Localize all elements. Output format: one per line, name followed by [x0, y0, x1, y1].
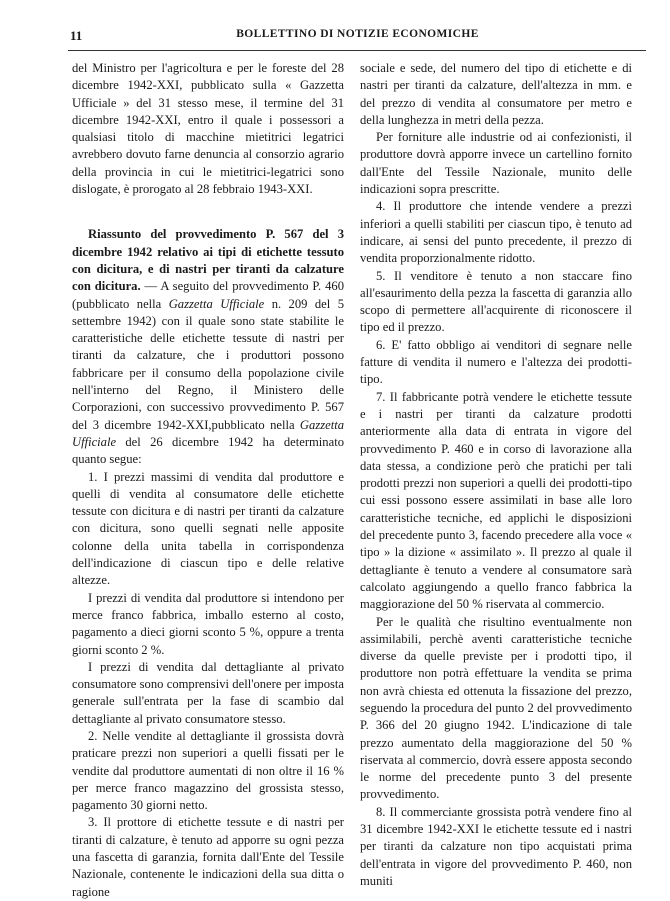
- page-number: 11: [70, 28, 83, 43]
- header-rule: [68, 50, 646, 51]
- paragraph: 8. Il commerciante grossista potrà vendere fino al 31 dicembre 1942-XXI le etichette tessute ed i nastri per tiranti da calzature non tipo acquistati prima dell'entrata in vigore del provvedimento P. 460, non muniti: [360, 804, 632, 888]
- section-gap: [72, 198, 344, 226]
- paragraph: I prezzi di vendita dal dettagliante al privato consumatore sono comprensivi dell'onere per imposta generale sull'entrata per la fase di scambio dal dettagliante al privato consumatore stesso.: [72, 659, 344, 726]
- paragraph: sociale e sede, del numero del tipo di etichette e di nastri per tiranti da calzature, dell'altezza in mm. e del prezzo di vendita al consumatore per metro e della lunghezza in metri della pezza.: [360, 61, 632, 127]
- left-column: [72, 60, 344, 901]
- paragraph: Per forniture alle industrie od ai confezionisti, il produttore dovrà apporre invece un cartellino fornito dall'Ente del Tessile Nazionale, munito delle indicazioni sopra prescritte.: [360, 130, 632, 197]
- right-column: [360, 60, 632, 890]
- text-run: del 26 dicembre 1942 ha determinato quanto segue:: [72, 434, 344, 467]
- text-run: — A seguito del provvedimento P. 460 (pubblicato nella: [72, 279, 344, 311]
- paragraph: 7. Il fabbricante potrà vendere le etichette tessute e i nastri per tiranti da calzature prodotti anteriormente alla data di entrata in vigore del provvedimento P. 460 e in corso di lavorazione alla data stessa, a condizione però che pratichi per tali prodotti prezzi non superiori a quelli dei prodotti-tipo cui essi possono essere assimilati in base alle loro caratteristiche tecniche, ed applichi le disposizioni del precedente punto 3, facendo precedere alla voce « tipo » la dizione « assimilato ». Il prezzo al quale il dettagliante è tenuto a vendere al consumatore sarà calcolato aggiungendo a quello franco fabbrica la maggiorazione del 50 % riservata al commercio.: [360, 389, 632, 612]
- gazzetta-reference: Gazzetta Ufficiale: [72, 417, 344, 449]
- paragraph: 5. Il venditore è tenuto a non staccare fino all'esaurimento della pezza la fascetta di garanzia allo scopo di permettere all'acquirente di riconoscere il tipo ed il prezzo.: [360, 268, 632, 335]
- gazzetta-reference: Gazzetta Ufficiale: [168, 296, 265, 311]
- paragraph: 4. Il produttore che intende vendere a prezzi inferiori a quelli stabiliti per ciascun tipo, è tenuto ad indicare, ai sensi del punto precedente, il prezzo di vendita proporzionalmente ridotto.: [360, 199, 632, 266]
- paragraph: I prezzi di vendita dal produttore si intendono per merce franco fabbrica, imballo esterno al costo, pagamento a dieci giorni sconto 5 %, oppure a trenta giorni sconto 2 %.: [72, 590, 344, 657]
- paragraph: 3. Il prottore di etichette tessute e di nastri per tiranti di calzature, è tenuto ad apporre su ogni pezza una fascetta di garanzia, fornita dall'Ente del Tessile Nazionale, contenente le indicazioni della sua ditta o ragione: [72, 815, 344, 899]
- text-run: n. 209 del 5 settembre 1942) con il quale sono state stabilite le caratteristiche delle etichette tessute di nastri per tiranti da calzature, che i produttori possono fabbricare per il consumo della popolazione civile nell'interno del Regno, il Ministero delle Corporazioni, con successivo provvedimento P. 567 del 3 dicembre 1942-XXI,pubblicato nella: [72, 296, 344, 432]
- paragraph: 2. Nelle vendite al dettagliante il grossista dovrà praticare prezzi non superiori a quelli fissati per le vendite dal produttore aumentati di non oltre il 16 % per merce franco magazzino del grossista stesso, pagamento 30 giorni netto.: [72, 728, 344, 813]
- article-heading: Riassunto del provvedimento P. 567 del 3 dicembre 1942 relativo ai tipi di etichette tessuto con dicitura, e di nastri per tiranti da calzature con dicitura.: [72, 227, 344, 294]
- page-header: [70, 28, 645, 48]
- paragraph: del Ministro per l'agricoltura e per le foreste del 28 dicembre 1942-XXI, pubblicato sulla « Gazzetta Ufficiale » del 31 stesso mese, il termine del 31 dicembre 1942-XXI, entro il quale i possessori a qualsiasi titolo di macchine mietitrici legatrici avrebbero dovuto farne denuncia al consorzio agrario della provincia in cui le mietitrici-legatrici sono dislogate, è prorogato al 28 febbraio 1943-XXI.: [72, 61, 344, 197]
- paragraph: 1. I prezzi massimi di vendita dal produttore e quelli di vendita al consumatore delle etichette tessute con dicitura e di nastri per tiranti da calzature con dicitura, sono quelli segnati nelle apposite colonne della unita tabella in corrispondenza dell'indicazione di ciascun tipo e delle relative altezze.: [72, 469, 344, 588]
- running-title: BOLLETTINO DI NOTIZIE ECONOMICHE: [236, 28, 479, 40]
- article-intro: [72, 226, 344, 468]
- paragraph: Per le qualità che risultino eventualmente non assimilabili, perchè aventi caratteristiche tecniche diverse da quelle previste per i prodotti tipo, il produttore non potrà effettuare la vendita se prima non avrà chiesta ed ottenuta la fissazione del prezzo, seguendo la procedura del punto 2 del provvedimento P. 366 del 20 giugno 1942. L'indicazione di tale prezzo aumentato della maggiorazione del 50 % riservata al commercio, dovrà essere apposta secondo le norme del precedente punto 3 del presente provvedimento.: [360, 614, 632, 802]
- paragraph: 6. E' fatto obbligo ai venditori di segnare nelle fatture di vendita il numero e l'altezza dei prodotti-tipo.: [360, 337, 632, 387]
